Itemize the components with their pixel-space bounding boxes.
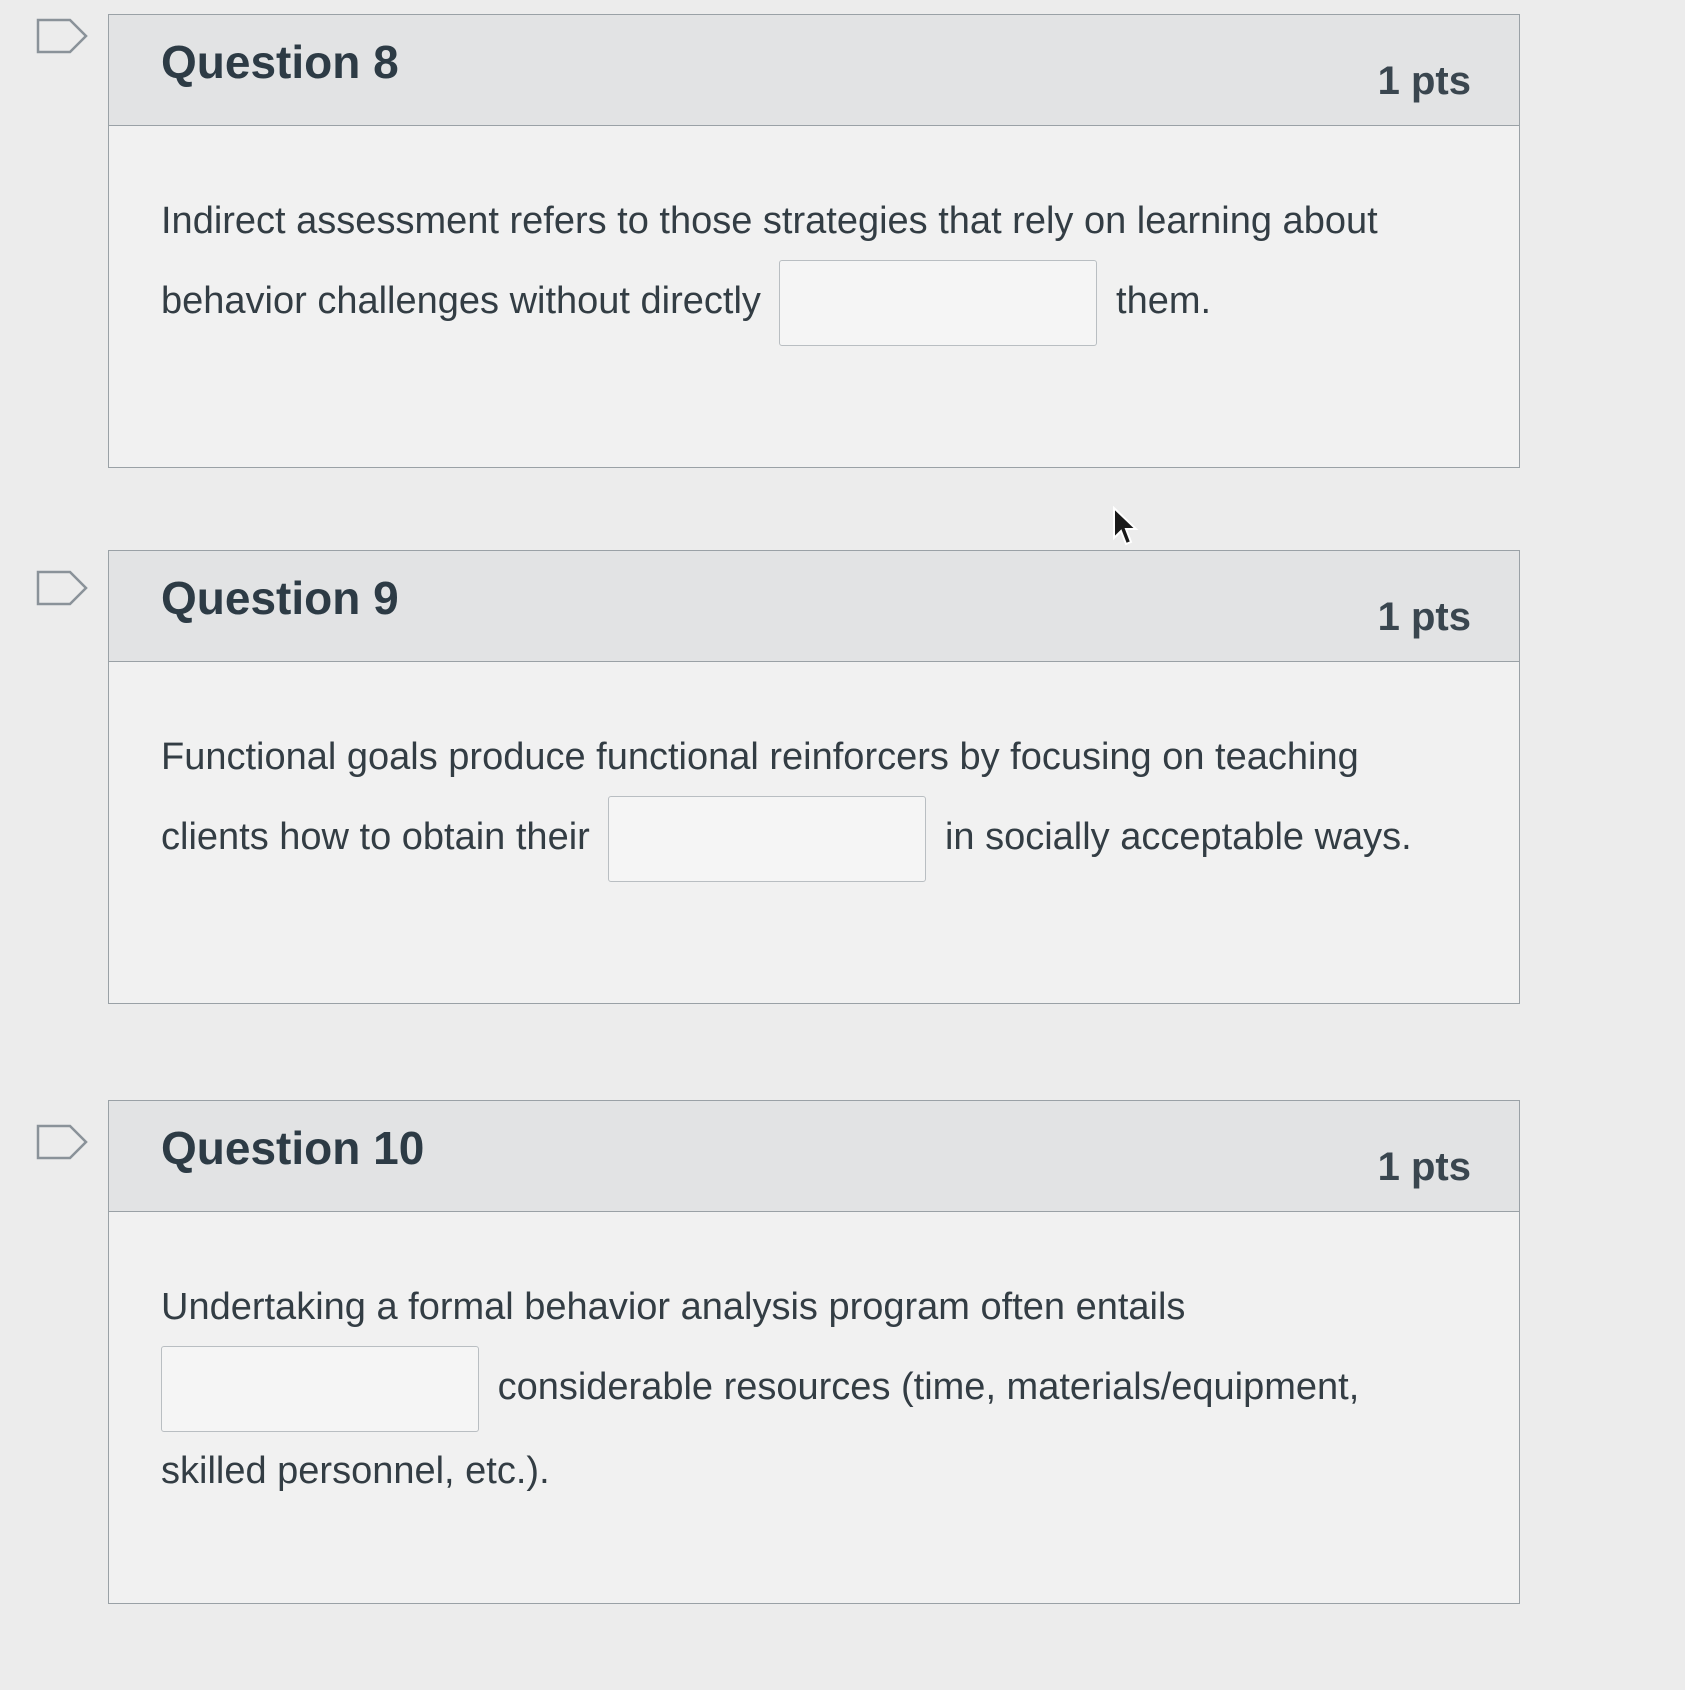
question-text-before: Indirect assessment refers to those strategies that rely on learning about behavior challenges without directly <box>161 200 1378 323</box>
question-10-card <box>108 1100 1520 1604</box>
question-points: 1 pts <box>1377 595 1471 639</box>
question-text-after: them. <box>1116 280 1212 323</box>
question-header <box>109 1101 1519 1212</box>
question-text <box>109 1212 1519 1510</box>
question-title: Question 10 <box>161 1122 425 1174</box>
question-text-after: in socially acceptable ways. <box>944 816 1412 859</box>
question-points: 1 pts <box>1377 1145 1471 1189</box>
question-text <box>109 126 1519 346</box>
question-header <box>109 551 1519 662</box>
question-header <box>109 15 1519 126</box>
question-title: Question 8 <box>161 36 399 88</box>
flag-question-icon[interactable] <box>36 570 88 606</box>
fill-in-blank-input[interactable] <box>608 796 926 882</box>
question-title: Question 9 <box>161 572 399 624</box>
question-text <box>109 662 1519 882</box>
flag-question-icon[interactable] <box>36 1124 88 1160</box>
question-9-card <box>108 550 1520 1004</box>
flag-question-icon[interactable] <box>36 18 88 54</box>
question-text-after: considerable resources (time, materials/equipment, skilled personnel, etc.). <box>161 1366 1360 1492</box>
fill-in-blank-input[interactable] <box>161 1346 479 1432</box>
mouse-pointer-icon <box>1112 506 1140 548</box>
question-text-before: Undertaking a formal behavior analysis program often entails <box>161 1286 1186 1328</box>
question-points: 1 pts <box>1377 59 1471 103</box>
question-8-card <box>108 14 1520 468</box>
fill-in-blank-input[interactable] <box>779 260 1097 346</box>
question-text-before: Functional goals produce functional reinforcers by focusing on teaching clients how to obtain their <box>161 736 1359 859</box>
